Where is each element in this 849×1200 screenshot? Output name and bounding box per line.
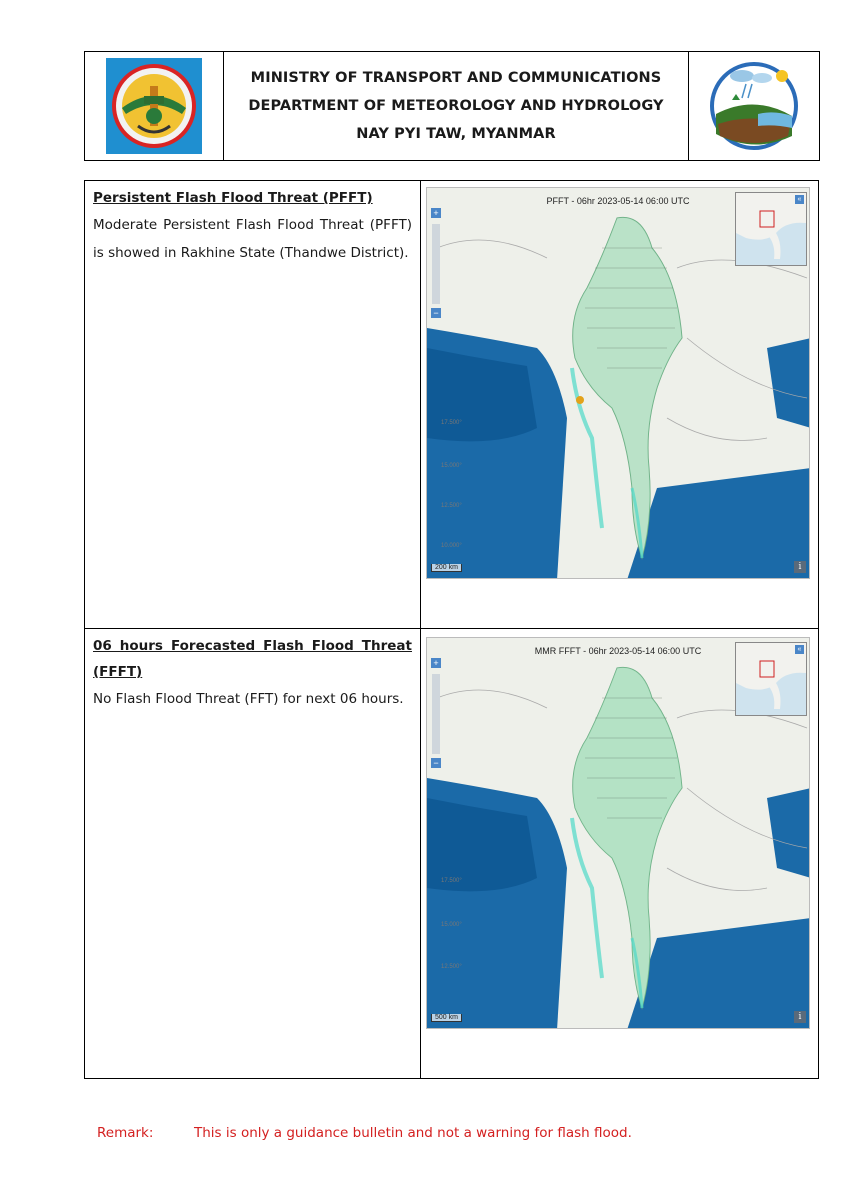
map-scale-bar: 200 km <box>431 564 462 572</box>
lat-label: 12.500° <box>441 964 462 970</box>
zoom-in-button[interactable]: + <box>431 208 441 218</box>
pfft-map-title: PFFT - 06hr 2023-05-14 06:00 UTC <box>546 196 690 206</box>
lat-label: 17.500° <box>441 420 462 426</box>
header-title-cell <box>224 52 689 160</box>
pfft-title: Persistent Flash Flood Threat (PFFT) <box>93 190 373 206</box>
lat-label: 15.000° <box>441 463 462 469</box>
lat-label: 10.000° <box>441 543 462 549</box>
ffft-text-cell <box>85 629 421 1078</box>
ffft-title: 06 hours Forecasted Flash Flood Threat (FFFT) <box>93 638 412 680</box>
location-name: NAY PYI TAW, MYANMAR <box>356 126 556 142</box>
overview-minimap[interactable] <box>735 642 807 716</box>
ffft-map-cell <box>421 629 818 1078</box>
ministry-logo-cell <box>85 52 224 160</box>
ffft-map-title: MMR FFFT - 06hr 2023-05-14 06:00 UTC <box>534 646 702 656</box>
bulletin-table <box>84 180 819 1079</box>
zoom-slider[interactable] <box>432 674 440 754</box>
lat-label: 12.500° <box>441 503 462 509</box>
pfft-map-cell <box>421 181 818 628</box>
info-icon[interactable]: i <box>794 561 806 573</box>
ministry-name: MINISTRY OF TRANSPORT AND COMMUNICATIONS <box>250 70 662 86</box>
pfft-row <box>85 181 818 629</box>
zoom-out-button[interactable]: − <box>431 308 441 318</box>
info-icon[interactable]: i <box>794 1011 806 1023</box>
map-scale-bar: 500 km <box>431 1014 462 1022</box>
ffft-description: No Flash Flood Threat (FFT) for next 06 hours. <box>93 691 404 707</box>
remark-line <box>97 1125 632 1141</box>
zoom-slider[interactable] <box>432 224 440 304</box>
hydrology-cycle-logo <box>702 54 806 158</box>
remark-label: Remark: <box>97 1125 154 1141</box>
lat-label: 15.000° <box>441 922 462 928</box>
overview-toggle-icon[interactable]: « <box>795 645 804 654</box>
pfft-description: Moderate Persistent Flash Flood Threat (PFFT) is showed in Rakhine State (Thandwe District). <box>93 217 412 261</box>
overview-toggle-icon[interactable]: « <box>795 195 804 204</box>
department-name: DEPARTMENT OF METEOROLOGY AND HYDROLOGY <box>248 98 664 114</box>
ministry-seal-logo <box>104 56 204 156</box>
pfft-text-cell <box>85 181 421 628</box>
bulletin-header <box>84 51 820 161</box>
remark-text: This is only a guidance bulletin and not a warning for flash flood. <box>194 1125 632 1141</box>
ffft-row <box>85 629 818 1078</box>
zoom-out-button[interactable]: − <box>431 758 441 768</box>
lat-label: 17.500° <box>441 878 462 884</box>
zoom-in-button[interactable]: + <box>431 658 441 668</box>
dmh-logo-cell <box>689 52 819 160</box>
overview-minimap[interactable] <box>735 192 807 266</box>
pfft-map[interactable] <box>426 187 810 579</box>
ffft-map[interactable] <box>426 637 810 1029</box>
